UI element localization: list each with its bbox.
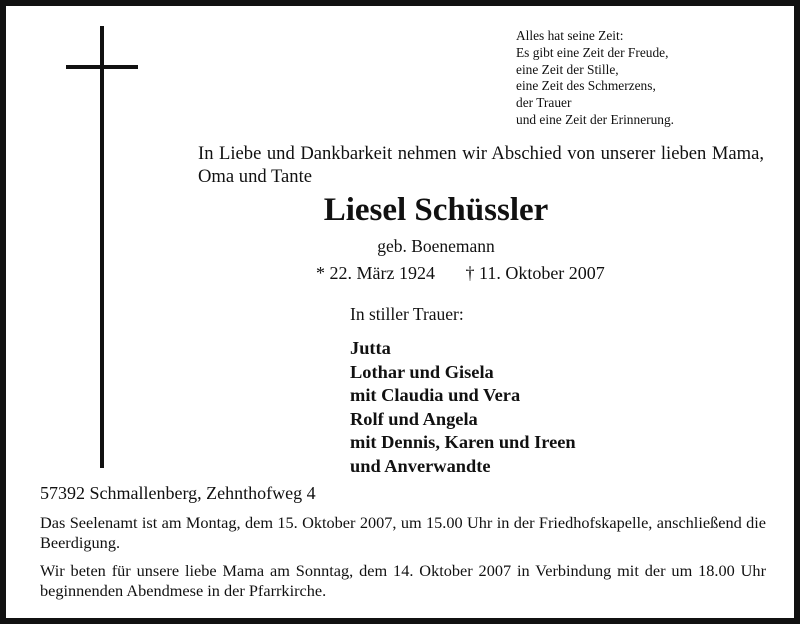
death-date: † 11. Oktober 2007 bbox=[465, 263, 605, 283]
deceased-name: Liesel Schüssler bbox=[323, 192, 549, 228]
poem-line: und eine Zeit der Erinnerung. bbox=[516, 111, 675, 127]
family-member: Jutta bbox=[350, 338, 391, 358]
mass-notice: Wir beten für unsere liebe Mama am Sonntag, dem 14. Oktober 2007 in Verbindung mit der um 18.00 Uhr beginnenden Abendmese in der Pfarrkirche. bbox=[40, 561, 766, 600]
poem-line: eine Zeit der Stille, bbox=[516, 61, 619, 77]
poem-line: der Trauer bbox=[516, 95, 572, 111]
family-member: Lothar und Gisela bbox=[350, 361, 494, 382]
poem bbox=[516, 28, 674, 129]
poem-line: eine Zeit des Schmerzens, bbox=[516, 78, 656, 94]
birth-date: * 22. März 1924 bbox=[316, 263, 435, 283]
address: 57392 Schmallenberg, Zehnthofweg 4 bbox=[40, 483, 316, 503]
requiem-notice: Das Seelenamt ist am Montag, dem 15. Oktober 2007, um 15.00 Uhr in der Friedhofskapelle, anschließend die Beerdigung. bbox=[40, 513, 766, 552]
intro-text: In Liebe und Dankbarkeit nehmen wir Abschied von unserer lieben Mama, Oma und Tante bbox=[198, 143, 764, 187]
poem-line: Es gibt eine Zeit der Freude, bbox=[516, 44, 669, 60]
birth-name: geb. Boenemann bbox=[377, 236, 495, 256]
family-member: mit Dennis, Karen und Ireen bbox=[350, 432, 576, 453]
poem-line: Alles hat seine Zeit: bbox=[516, 28, 624, 43]
family-list bbox=[350, 337, 576, 479]
family-member: und Anverwandte bbox=[350, 455, 491, 476]
cross-horizontal-bar bbox=[66, 65, 138, 69]
family-member: Rolf und Angela bbox=[350, 408, 478, 429]
mourning-label: In stiller Trauer: bbox=[350, 304, 464, 324]
life-dates bbox=[316, 263, 605, 284]
family-member: mit Claudia und Vera bbox=[350, 385, 521, 406]
